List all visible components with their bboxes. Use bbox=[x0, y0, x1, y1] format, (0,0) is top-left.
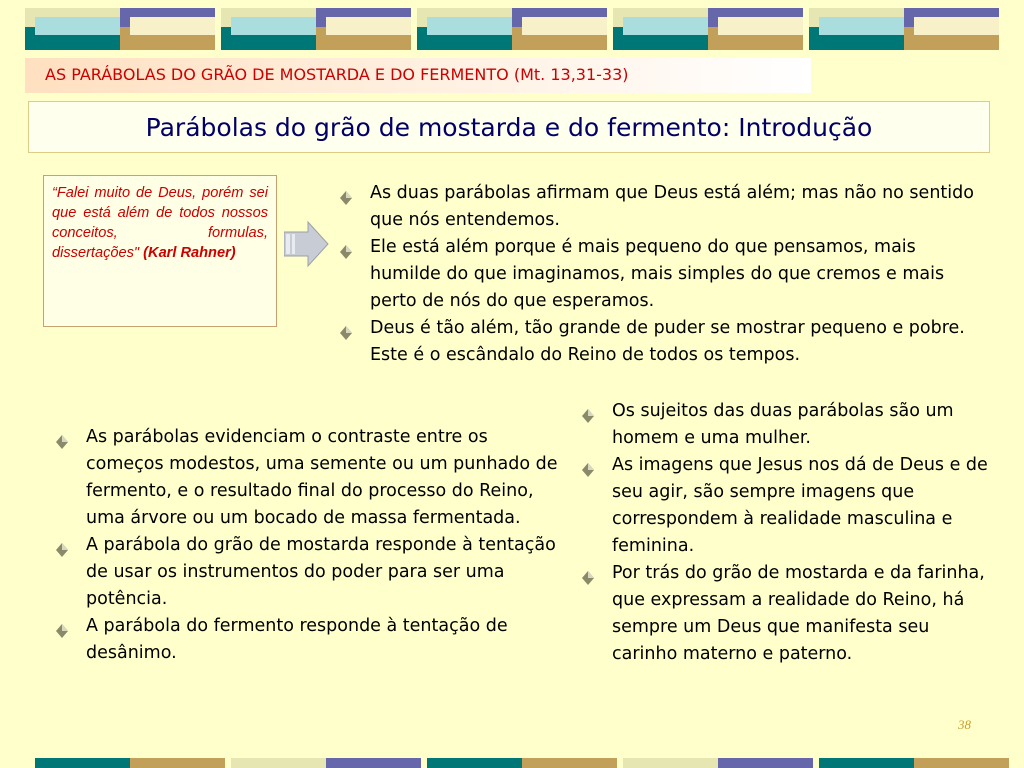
bottom-decorative-band bbox=[0, 758, 1024, 768]
diamond-bullet-icon bbox=[56, 620, 68, 647]
list-item-text: A parábola do grão de mostarda responde à tentação de usar os instrumentos do poder para ser uma potência. bbox=[86, 535, 556, 609]
list-item-text: As duas parábolas afirmam que Deus está além; mas não no sentido que nós entendemos. bbox=[370, 183, 974, 230]
diamond-bullet-icon bbox=[340, 187, 352, 214]
quote-text bbox=[52, 183, 268, 263]
top-bullet-list bbox=[340, 180, 990, 369]
list-item bbox=[340, 180, 990, 234]
quote-box bbox=[43, 175, 277, 327]
list-item-text: As imagens que Jesus nos dá de Deus e de seu agir, são sempre imagens que correspondem à realidade masculina e feminina. bbox=[612, 455, 988, 556]
list-item bbox=[582, 452, 994, 560]
diamond-bullet-icon bbox=[340, 241, 352, 268]
diamond-bullet-icon bbox=[582, 459, 594, 486]
list-item-text: Por trás do grão de mostarda e da farinha, que expressam a realidade do Reino, há sempre um Deus que manifesta seu carinho materno e paterno. bbox=[612, 563, 985, 664]
list-item bbox=[582, 560, 994, 668]
diamond-bullet-icon bbox=[56, 539, 68, 566]
list-item-text: As parábolas evidenciam o contraste entre os começos modestos, uma semente ou um punhado de fermento, e o resultado final do processo do Reino, uma árvore ou um bocado de massa fermentada. bbox=[86, 427, 558, 528]
diamond-bullet-icon bbox=[340, 322, 352, 349]
slide-number: 38 bbox=[958, 717, 971, 732]
left-bullet-list bbox=[56, 424, 566, 667]
header-title: AS PARÁBOLAS DO GRÃO DE MOSTARDA E DO FERMENTO (Mt. 13,31-33) bbox=[45, 65, 629, 84]
quote-author: (Karl Rahner) bbox=[143, 245, 236, 261]
decorative-tile bbox=[427, 758, 617, 768]
list-item-text: Os sujeitos das duas parábolas são um homem e uma mulher. bbox=[612, 401, 954, 448]
list-item-text: Deus é tão além, tão grande de puder se mostrar pequeno e pobre. Este é o escândalo do Reino de todos os tempos. bbox=[370, 318, 965, 365]
list-item bbox=[56, 613, 566, 667]
decorative-tile bbox=[35, 758, 225, 768]
quote-body: “Falei muito de Deus, porém sei que está além de todos nossos conceitos, formulas, dissertações" bbox=[52, 185, 268, 261]
right-arrow-icon bbox=[284, 220, 330, 272]
list-item-text: A parábola do fermento responde à tentação de desânimo. bbox=[86, 616, 508, 663]
diamond-bullet-icon bbox=[582, 567, 594, 594]
list-item-text: Ele está além porque é mais pequeno do que pensamos, mais humilde do que imaginamos, mais simples do que cremos e mais perto de nós do que esperamos. bbox=[370, 237, 945, 311]
list-item bbox=[56, 532, 566, 613]
slide-title: Parábolas do grão de mostarda e do fermento: Introdução bbox=[145, 113, 873, 142]
diamond-bullet-icon bbox=[56, 431, 68, 458]
list-item bbox=[56, 424, 566, 532]
decorative-tile bbox=[231, 758, 421, 768]
diamond-bullet-icon bbox=[582, 405, 594, 432]
decorative-tile bbox=[623, 758, 813, 768]
top-decorative-band bbox=[0, 8, 1024, 50]
right-bullet-list bbox=[582, 398, 994, 668]
list-item bbox=[340, 315, 990, 369]
decorative-tile bbox=[819, 758, 1009, 768]
list-item bbox=[340, 234, 990, 315]
list-item bbox=[582, 398, 994, 452]
title-box bbox=[28, 101, 990, 153]
